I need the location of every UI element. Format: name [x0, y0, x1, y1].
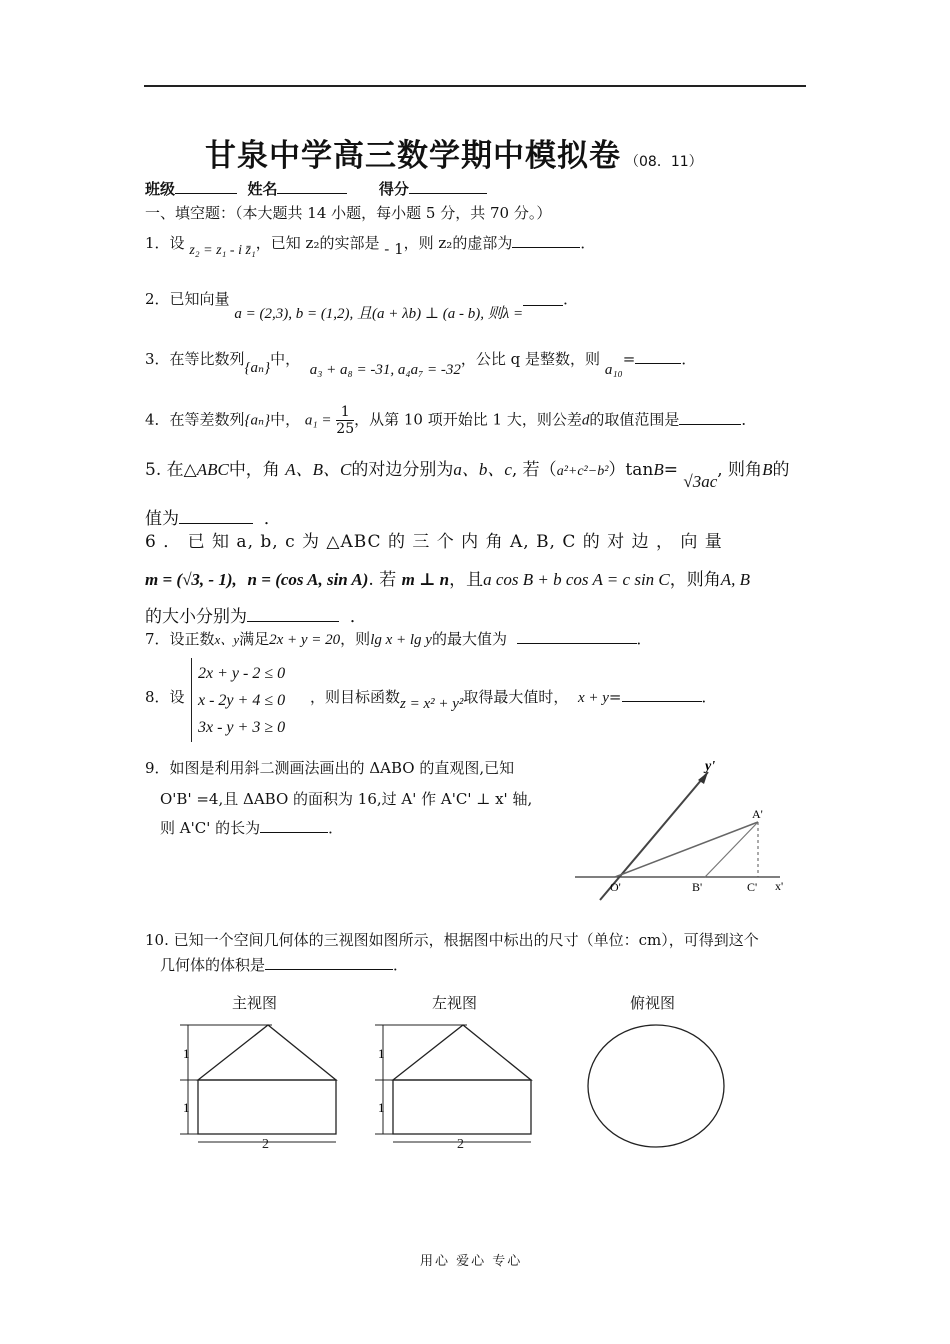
question-7: 7．设正数x、y满足2x + y = 20，则lg x + lg y的最大值为 ．: [145, 630, 652, 648]
q5-expression: a²+c²−b²: [556, 464, 609, 479]
top-view: [585, 1022, 730, 1150]
q4-fraction: $\frac{1}{25}$: [336, 404, 355, 437]
question-3: 3．在等比数列{aₙ}中， a₃ + a₈ = -31, a₄a₇ = -32，公比 q 是整数，则 a₁₀= ．: [145, 350, 697, 378]
question-5: 5. 在△ABC中，角 A、B、C的对边分别为a、b、c, 若（a²+c²−b²）tanB= √3ac, 则角B的: [145, 460, 790, 491]
q7-expression: lg x + lg y: [370, 632, 432, 648]
q2-answer-blank[interactable]: [523, 291, 563, 306]
name-field[interactable]: [277, 179, 347, 194]
question-10: 10. 已知一个空间几何体的三视图如图所示，根据图中标出的尺寸（单位：cm），可得到这个: [145, 931, 759, 949]
body-rect: [393, 1080, 531, 1134]
q4-first-term: a₁ =: [304, 412, 332, 429]
student-info: [145, 178, 487, 199]
class-field[interactable]: [175, 179, 237, 194]
roof-triangle: [393, 1025, 531, 1080]
top-view-circle: [588, 1025, 724, 1147]
header-rule: [144, 85, 806, 87]
question-9-line3: 则 A'C' 的长为 ．: [160, 819, 344, 837]
q3-sequence: {aₙ}: [244, 360, 271, 376]
top-view-label: 俯视图: [630, 994, 676, 1012]
label-c: C': [747, 880, 758, 894]
front-view: [172, 1018, 342, 1158]
question-8-label: 8．设: [145, 688, 185, 706]
q3-target: a₁₀: [604, 362, 623, 378]
svg-text:2: 2: [262, 1137, 269, 1152]
q8-brace: [191, 658, 192, 742]
question-6: 6 ． 已 知 a, b, c 为 △ABC 的 三 个 内 角 A, B, C 的 对 边 ， 向 量: [145, 532, 723, 552]
exam-date: （08．11）: [625, 154, 703, 170]
q8-answer-blank[interactable]: [622, 687, 702, 702]
label-x: x': [775, 879, 784, 893]
label-a: A': [752, 807, 763, 821]
body-rect: [198, 1080, 336, 1134]
svg-text:1: 1: [378, 1100, 385, 1115]
q8-objective: z = x² + y²: [400, 696, 464, 712]
question-4: 4．在等差数列{aₙ}中， a₁ = $\frac{1}{25}$ ，从第 10 项开始比 1 大，则公差d的取值范围是 ．: [145, 404, 757, 437]
segment-oa: [615, 822, 758, 877]
label-b: B': [692, 880, 703, 894]
q7-answer-blank[interactable]: [517, 629, 637, 644]
label-y: y': [705, 759, 716, 774]
question-9: 9．如图是利用斜二测画法画出的 ΔABO 的直观图,已知: [145, 759, 515, 777]
q7-condition: 2x + y = 20: [269, 632, 341, 648]
q8-inequality: 3x - y + 3 ≥ 0: [198, 719, 286, 736]
q9-oblique-figure: [570, 750, 820, 910]
q6-vector-m: m = (√3, - 1),: [145, 570, 237, 589]
roof-triangle: [198, 1025, 336, 1080]
q1-value: - 1: [384, 240, 404, 258]
q6-perp: m ⊥ n: [401, 570, 450, 589]
q4-sequence: {aₙ}: [244, 412, 271, 429]
question-1: 1．设 z₂ = z₁ - i z̄₁，已知 z₂的实部是 - 1，则 z₂的虚部为 ．: [145, 234, 596, 258]
name-label: 姓名: [247, 180, 278, 198]
question-6-line3: 的大小分别为 ．: [145, 607, 367, 627]
question-5-cont: 值为 ．: [145, 509, 281, 529]
page-footer: 用心 爱心 专心: [420, 1254, 523, 1269]
q5-sqrt: √3ac: [683, 472, 718, 491]
q4-answer-blank[interactable]: [679, 410, 741, 425]
question-9-line2: O'B' =4,且 ΔABO 的面积为 16,过 A' 作 A'C' ⊥ x' 轴,: [160, 790, 533, 808]
class-label: 班级: [145, 180, 176, 198]
svg-text:2: 2: [457, 1137, 464, 1152]
svg-text:1: 1: [378, 1046, 385, 1061]
q1-answer-blank[interactable]: [512, 233, 580, 248]
q3-answer-blank[interactable]: [635, 349, 681, 364]
q2-formula: a = (2,3), b = (1,2), 且(a + λb) ⊥ (a - b), 则λ =: [234, 306, 524, 322]
q3-condition: a₃ + a₈ = -31, a₄a₇ = -32: [309, 362, 461, 378]
q9-answer-blank[interactable]: [260, 818, 328, 833]
q6-vector-n: n = (cos A, sin A): [247, 570, 369, 589]
front-view-label: 主视图: [232, 994, 278, 1012]
section-heading: 一、填空题：（本大题共 14 小题，每小题 5 分，共 70 分。）: [145, 204, 552, 222]
q6-answer-blank[interactable]: [247, 607, 339, 622]
label-o: O': [610, 880, 621, 894]
side-view: [367, 1018, 537, 1158]
q6-equation: a cos B + b cos A = c sin C: [483, 570, 670, 589]
question-8: ，则目标函数z = x² + y²取得最大值时， x + y= ．: [310, 688, 717, 712]
segment-ba: [705, 822, 758, 877]
question-6-line2: m = (√3, - 1), n = (cos A, sin A). 若 m ⊥ n，且a cos B + b cos A = c sin C，则角A, B: [145, 570, 751, 590]
q1-formula: z₂ = z₁ - i z̄₁: [189, 243, 256, 258]
q5-answer-blank[interactable]: [179, 509, 253, 524]
q8-inequality: x - 2y + 4 ≤ 0: [198, 692, 286, 709]
side-view-label: 左视图: [432, 994, 478, 1012]
q10-answer-blank[interactable]: [265, 955, 393, 970]
question-2: 2．已知向量 a = (2,3), b = (1,2), 且(a + λb) ⊥ (a - b), 则λ =．: [145, 290, 579, 322]
score-label: 得分: [378, 180, 409, 198]
score-field[interactable]: [409, 179, 487, 194]
svg-text:1: 1: [183, 1046, 190, 1061]
svg-text:1: 1: [183, 1100, 190, 1115]
q8-inequality: 2x + y - 2 ≤ 0: [198, 665, 286, 682]
page-title: 甘泉中学高三数学期中模拟卷 （08．11）: [205, 138, 703, 174]
q8-system: [198, 660, 285, 741]
question-10-line2: 几何体的体积是 ．: [160, 956, 409, 974]
